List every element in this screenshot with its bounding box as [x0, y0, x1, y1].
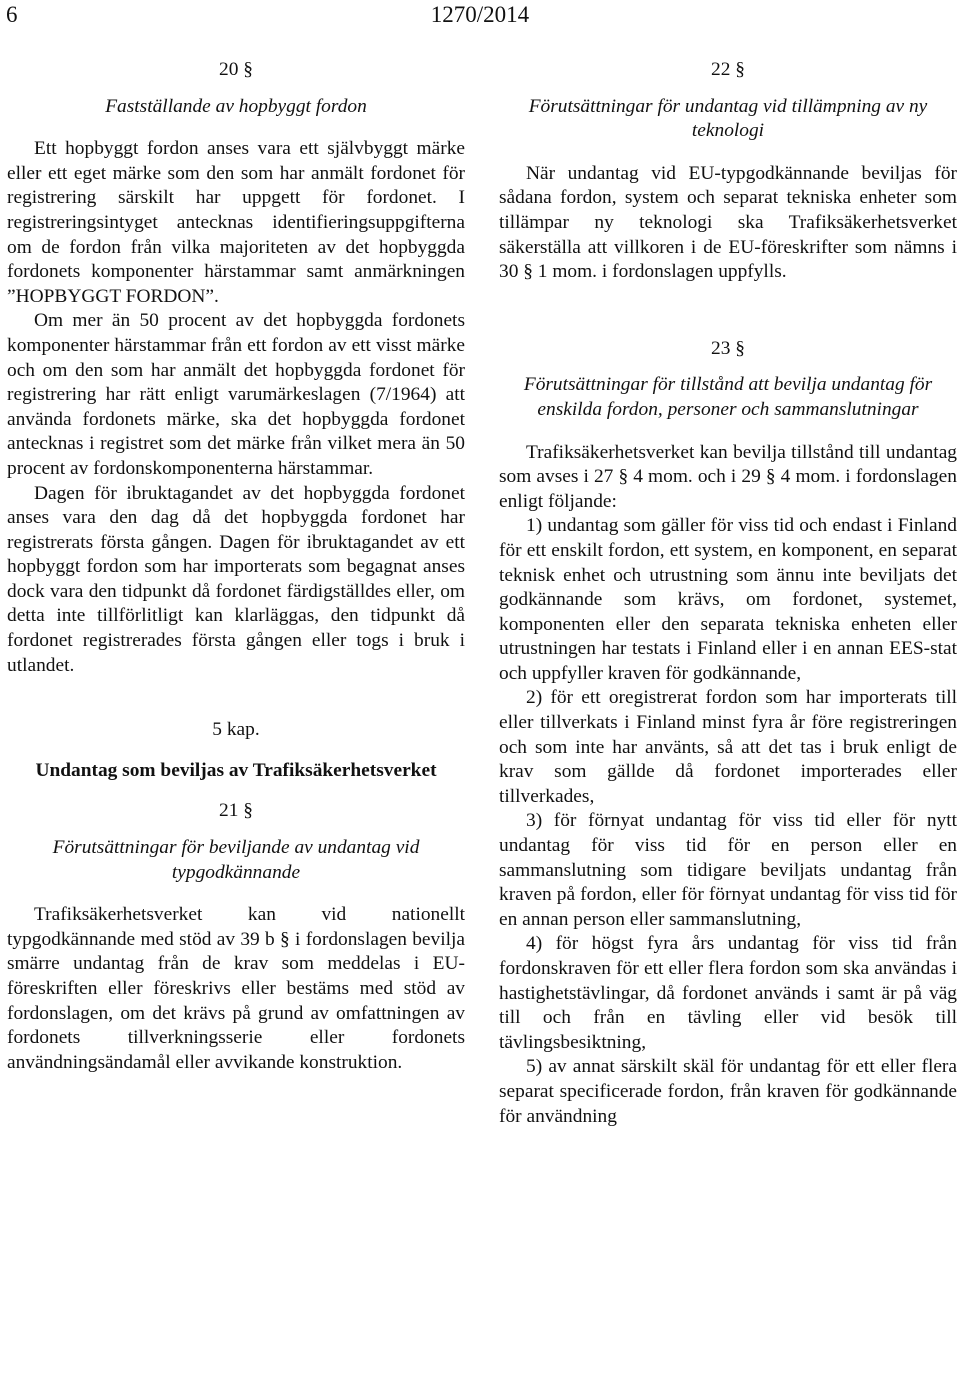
chapter-number: 5 kap.: [212, 719, 260, 741]
page-number: 6: [6, 2, 18, 27]
right-column: [499, 58, 957, 1129]
section-23-intro: Trafiksäkerhetsverket kan bevilja tillstånd till undantag som avses i 27 § 4 mom. och i 29 § 4 mom. i fordonslagen enligt följande:: [499, 441, 957, 512]
document-id: 1270/2014: [430, 2, 530, 27]
section-20-paragraph-3: Dagen för ibruktagandet av det hopbyggda fordonet anses vara den dag då det hopbyggda fordonet har registrerats första gången. Dagen för ibruktagandet av ett hopbyggt fordon som har importerats som begagnat anses dock vara den tidpunkt då fordonet färdigställdes eller, om detta inte tillförlitligt kan klarläggas, den tidpunkt då fordonet registrerades första gången eller togs i bruk i utlandet.: [7, 482, 465, 676]
section-22-title: Förutsättningar för undantag vid tillämpning av ny teknologi: [528, 95, 928, 142]
section-21-title: Förutsättningar för beviljande av undantag vid typgodkännande: [52, 837, 420, 883]
section-22-number: 22 §: [711, 59, 745, 80]
section-22-paragraph-1: När undantag vid EU-typgodkännande beviljas för sådana fordon, system och separat tekniska enheter som tillämpar ny teknologi ska Trafiksäkerhetsverket säkerställa att villkoren i de EU-föreskrifter som nämns i 30 § 1 mom. i fordonslagen uppfylls.: [499, 162, 957, 283]
section-20-title: Fastställande av hopbyggt fordon: [105, 95, 367, 117]
section-23-item-5: 5) av annat särskilt skäl för undantag för ett eller flera separat specificerade fordon, från kraven för godkännande för användning: [499, 1056, 957, 1127]
section-21-paragraph-1: Trafiksäkerhetsverket kan vid nationellt typgodkännande med stöd av 39 b § i fordonslagen bevilja smärre undantag från de krav som meddelas i EU-föreskriften eller föreskrivs eller bestäms med stöd av fordonslagen, om det krävs på grund av omfattningen av fordonets tillverkningsserie eller fordonets användningsändamål eller avvikande konstruktion.: [7, 904, 465, 1073]
section-23-item-3: 3) för förnyat undantag för viss tid eller för nytt undantag för viss tid för en person eller en sammanslutning som tidigare beviljats undantag från kraven på fordon, eller för förnyat undantag för viss tid för en annan person eller sammanslutning,: [499, 810, 957, 930]
chapter-title: Undantag som beviljas av Trafiksäkerhetsverket: [35, 759, 437, 781]
section-23-item-1: 1) undantag som gäller för viss tid och endast i Finland för ett enskilt fordon, ett system, en komponent, en separat teknisk enhet och utrustning som ännu inte beviljats det godkännande som krävs, om fordonet, systemet, komponenten eller den separata tekniska enheten eller utrustningen har testats i Finland eller i en annan EES-stat och uppfyller kraven för godkännande,: [499, 515, 957, 684]
section-20-paragraph-2: Om mer än 50 procent av det hopbyggda fordonets komponenter härstammar från ett fordon av ett visst märke och om den som har anmält det hopbyggda fordonet för registrering har rätt enligt varumärkeslagen (7/1964) att använda fordonets märke, ska det hopbyggda fordonet antecknas i registret som det märke från vilket mera än 50 procent av fordonskomponenterna härstammar.: [7, 310, 465, 479]
page-header: [0, 0, 960, 36]
section-20-paragraph-1: Ett hopbyggt fordon anses vara ett självbyggt märke eller ett eget märke som den som har anmält fordonet för registrering särskilt har uppgett för fordonet. I registreringsintyget antecknas identifieringsuppgifterna om de fordon från vilka majoriteten av det hopbyggda fordonets komponenter härstammar samt anmärkningen ”HOPBYGGT FORDON”.: [7, 138, 465, 307]
section-23-item-2: 2) för ett oregistrerat fordon som har importerats till eller tillverkats i Finland minst fyra år före registreringen och som inte har använts, så att det tas i bruk enligt de krav som gällde då fordonet importerades eller tillverkades,: [499, 687, 957, 807]
section-21-number: 21 §: [219, 800, 253, 822]
section-20-number: 20 §: [219, 59, 253, 80]
section-23-title: Förutsättningar för tillstånd att bevilja undantag för enskilda fordon, personer och sammanslutningar: [523, 374, 933, 420]
section-23-item-4: 4) för högst fyra års undantag för viss tid från fordonskraven för ett eller flera fordon som ska användas i hastighetstävlingar, då fordonet används i samt är på väg till och från en tävling eller vid besök till tävlingsbesiktning,: [499, 933, 957, 1053]
left-column: [7, 58, 465, 1075]
section-23-number: 23 §: [711, 337, 745, 359]
